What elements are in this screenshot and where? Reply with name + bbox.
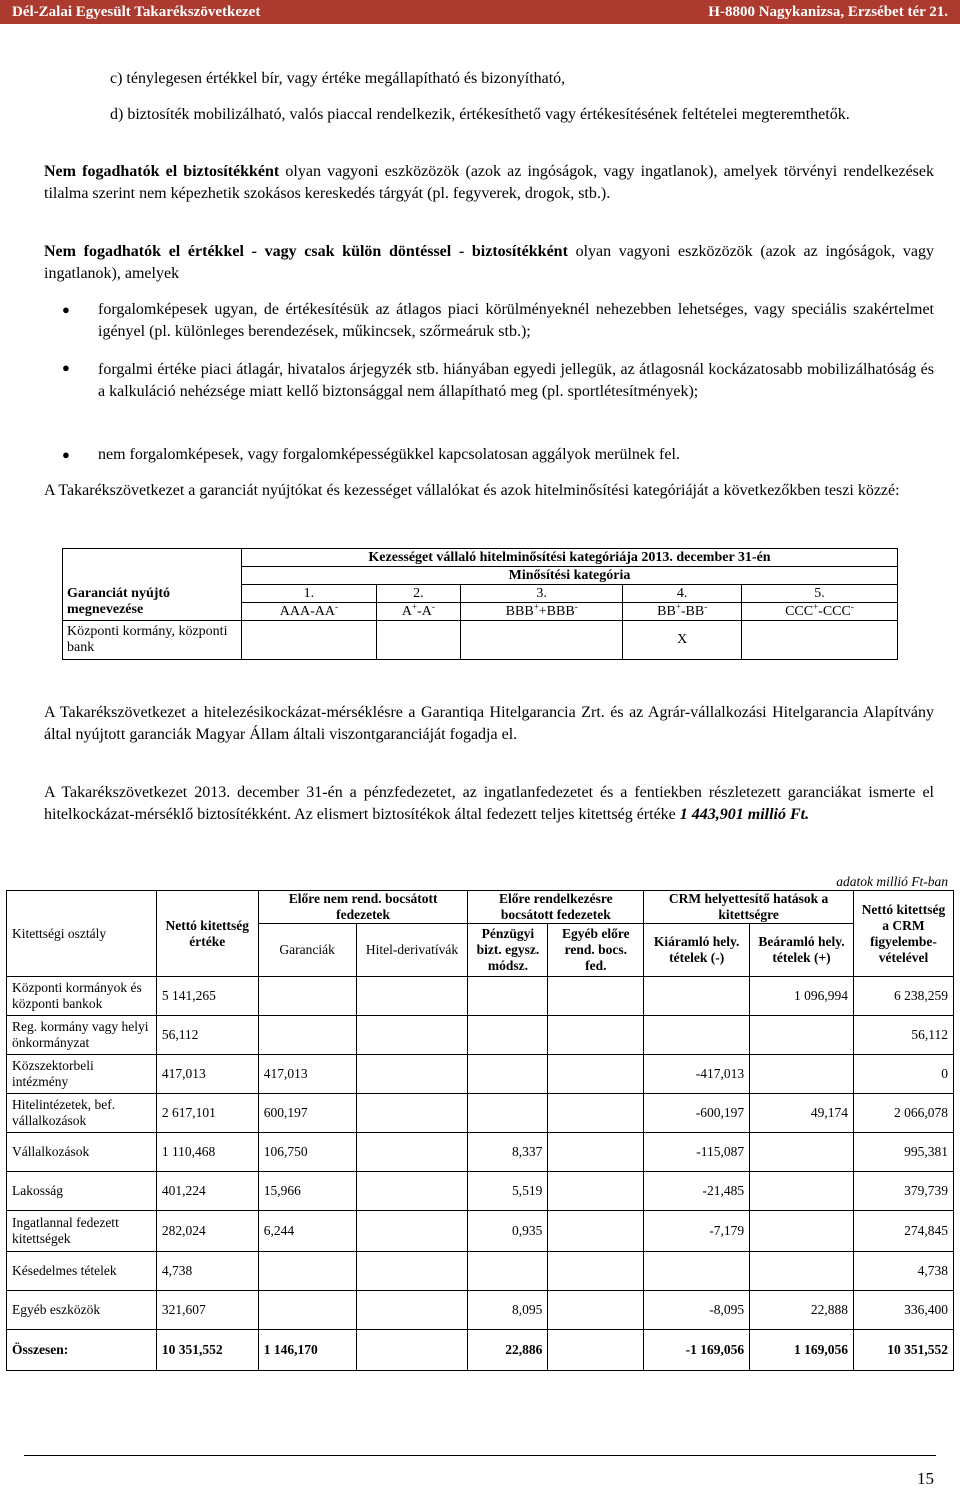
row-label: Lakosság [7, 1172, 157, 1211]
grade-cell [741, 600, 897, 621]
grade-sup: - [574, 600, 578, 611]
cell-out: -7,179 [644, 1211, 750, 1252]
list-item-c: c) ténylegesen értékkel bír, vagy értéke megállapítható és bizonyítható, [110, 70, 566, 87]
grade-sup: + [533, 600, 539, 611]
grade-cell [623, 600, 742, 621]
cell-fin [468, 1094, 548, 1133]
grade-text: CCC [785, 603, 814, 619]
grade-sup: + [675, 600, 681, 611]
cell-fin: 22,886 [468, 1330, 548, 1371]
header-financial: Pénzügyi bizt. egysz. módsz. [468, 924, 548, 977]
header-address: H-8800 Nagykanizsa, Erzsébet tér 21. [708, 3, 948, 20]
cell-in: 1 169,056 [750, 1330, 854, 1371]
page-header [0, 0, 960, 24]
grade-text: AAA-AA [279, 603, 335, 619]
cell-in [750, 1055, 854, 1094]
grade-sup: - [431, 600, 435, 611]
cell-out: -21,485 [644, 1172, 750, 1211]
rating-table-title: Kezességet vállaló hitelminősítési kategóriája 2013. december 31-én [242, 549, 898, 567]
cell-deriv [356, 1172, 468, 1211]
cell-netcrm: 274,845 [853, 1211, 953, 1252]
cell-fin [468, 1016, 548, 1055]
cell-net: 282,024 [156, 1211, 258, 1252]
cell-in [750, 1016, 854, 1055]
grade-sup: + [813, 600, 819, 611]
paragraph-bold: Nem fogadhatók el értékkel - vagy csak külön döntéssel - biztosítékként [44, 243, 568, 260]
cell-guar: 600,197 [258, 1094, 356, 1133]
cell-fin: 5,519 [468, 1172, 548, 1211]
cell-netcrm: 2 066,078 [853, 1094, 953, 1133]
rating-cell-empty [741, 621, 897, 660]
table-row [7, 977, 954, 1016]
cell-net: 401,224 [156, 1172, 258, 1211]
paragraph-guarantors: A Takarékszövetkezet a garanciát nyújtókat és kezességet vállalókat és azok hitelminősítési kategóriáját a következőkben teszi közzé: [44, 482, 900, 499]
header-class: Kitettségi osztály [7, 891, 157, 977]
cell-deriv [356, 1133, 468, 1172]
cell-out: -115,087 [644, 1133, 750, 1172]
rating-cell-empty [376, 621, 460, 660]
guarantor-row-label: Központi kormány, központi bank [63, 621, 242, 660]
cell-netcrm: 10 351,552 [853, 1330, 953, 1371]
page-number: 15 [917, 1469, 934, 1488]
table-row [7, 1252, 954, 1291]
header-funded: Előre rendelkezésre bocsátott fedezetek [468, 891, 644, 924]
cell-other [548, 1211, 644, 1252]
row-label: Közszektorbeli intézmény [7, 1055, 157, 1094]
cell-net: 321,607 [156, 1291, 258, 1330]
table-row [7, 1291, 954, 1330]
cell-other [548, 1291, 644, 1330]
grade-text: +BBB [538, 603, 575, 619]
cell-in: 22,888 [750, 1291, 854, 1330]
row-label: Összesen: [7, 1330, 157, 1371]
cell-out: -417,013 [644, 1055, 750, 1094]
grade-cell [242, 600, 377, 621]
grade-sup: - [850, 600, 854, 611]
cell-net: 4,738 [156, 1252, 258, 1291]
cell-in [750, 1211, 854, 1252]
category-cell: 3. [460, 585, 622, 603]
cell-deriv [356, 977, 468, 1016]
category-cell: 1. [242, 585, 377, 603]
cell-net: 417,013 [156, 1055, 258, 1094]
paragraph-text: olyan vagyoni eszközözök (azok az ingóságok, vagy ingatlanok), amelyek törvényi rendelkezések tilalma szerint nem képezhetik szokásos kereskedés tárgyát (pl. fegyverek, drogok, stb.). [44, 163, 934, 202]
cell-fin: 8,337 [468, 1133, 548, 1172]
cell-guar: 15,966 [258, 1172, 356, 1211]
grade-cell [376, 600, 460, 621]
row-label: Késedelmes tételek [7, 1252, 157, 1291]
row-label: Központi kormányok és központi bankok [7, 977, 157, 1016]
rating-cell-empty [242, 621, 377, 660]
row-label: Hitelintézetek, bef. vállalkozások [7, 1094, 157, 1133]
category-cell: 5. [741, 585, 897, 603]
cell-netcrm: 336,400 [853, 1291, 953, 1330]
table-row [7, 1172, 954, 1211]
cell-in [750, 1172, 854, 1211]
cell-other [548, 1094, 644, 1133]
cell-deriv [356, 1291, 468, 1330]
grade-text: -CCC [818, 603, 851, 619]
header-other: Egyéb előre rend. bocs. fed. [548, 924, 644, 977]
cell-net: 2 617,101 [156, 1094, 258, 1133]
cell-in: 1 096,994 [750, 977, 854, 1016]
paragraph-counter-guarantee: A Takarékszövetkezet a hitelezésikockázat-mérséklésre a Garantiqa Hitelgarancia Zrt. és az Agrár-vállalkozási Hitelgarancia Alapítvány által nyújtott garanciák Magyar Állam általi viszontgaranciáját fogadja el. [44, 704, 934, 743]
cell-other [548, 977, 644, 1016]
header-org: Dél-Zalai Egyesült Takarékszövetkezet [12, 3, 261, 20]
cell-guar [258, 1016, 356, 1055]
cell-other [548, 1252, 644, 1291]
guarantee-rating-table [62, 548, 898, 660]
cell-deriv [356, 1016, 468, 1055]
exposure-table [6, 890, 954, 1371]
grade-sup: - [704, 600, 708, 611]
category-cell: 2. [376, 585, 460, 603]
cell-out: -8,095 [644, 1291, 750, 1330]
bullet-item-1: forgalomképesek ugyan, de értékesítésük az átlagos piaci körülményeknél nehezebben lehetséges, vagy speciális szakértelmet igényel (pl. különleges berendezések, műkincsek, szőrmeáruk stb.); [98, 301, 934, 340]
total-row [7, 1330, 954, 1371]
guarantor-name-header: Garanciát nyújtó megnevezése [63, 549, 242, 621]
cell-guar: 1 146,170 [258, 1330, 356, 1371]
grade-text: -A [417, 603, 432, 619]
table-row [7, 1055, 954, 1094]
cell-deriv [356, 1055, 468, 1094]
paragraph-conditional [44, 241, 934, 285]
cell-netcrm: 0 [853, 1055, 953, 1094]
bullet-icon: ● [62, 447, 70, 462]
grade-text: BBB [505, 603, 534, 619]
cell-other [548, 1055, 644, 1094]
cell-in [750, 1133, 854, 1172]
bullet-item-2: forgalmi értéke piaci átlagár, hivatalos árjegyzék stb. hiányában egyedi jellegük, az átlagosnál kockázatosabb mobilizálhatóság és a kalkuláció nehézsége miatt kellő biztonsággal nem állapítható meg (pl. sportlétesítmények); [98, 361, 934, 400]
cell-out [644, 1252, 750, 1291]
cell-net: 10 351,552 [156, 1330, 258, 1371]
cell-out: -1 169,056 [644, 1330, 750, 1371]
category-cell: 4. [623, 585, 742, 603]
bullet-icon: ● [62, 302, 70, 317]
cell-fin: 0,935 [468, 1211, 548, 1252]
cell-fin [468, 1252, 548, 1291]
footer-divider [24, 1455, 936, 1456]
paragraph-not-accepted [44, 161, 934, 205]
grade-text: -BB [680, 603, 705, 619]
cell-net: 56,112 [156, 1016, 258, 1055]
table-row [7, 1094, 954, 1133]
cell-other [548, 1330, 644, 1371]
paragraph-text: A Takarékszövetkezet 2013. december 31-én a pénzfedezetet, az ingatlanfedezetet és a fentiekben részletezett garanciákat ismerte el hitelkockázat-mérséklő biztosítékként. Az elismert biztosítékok által fedezett teljes kitettség értéke [44, 784, 934, 823]
paragraph-text: olyan vagyoni eszközözök (azok az ingóságok, vagy ingatlanok), amelyek [44, 243, 934, 282]
bullet-icon: ● [62, 360, 70, 375]
cell-deriv [356, 1252, 468, 1291]
header-crm: CRM helyettesítő hatások a kitettségre [644, 891, 854, 924]
header-net: Nettó kitettség értéke [156, 891, 258, 977]
header-inflow: Beáramló hely. tételek (+) [750, 924, 854, 977]
row-label: Egyéb eszközök [7, 1291, 157, 1330]
cell-guar [258, 1252, 356, 1291]
paragraph-recognized-collateral [44, 782, 934, 826]
cell-netcrm: 995,381 [853, 1133, 953, 1172]
grade-text: BB [657, 603, 676, 619]
cell-out: -600,197 [644, 1094, 750, 1133]
cell-net: 1 110,468 [156, 1133, 258, 1172]
row-label: Vállalkozások [7, 1133, 157, 1172]
grade-cell [460, 600, 622, 621]
cell-out [644, 977, 750, 1016]
rating-mark: X [623, 621, 742, 660]
row-label: Reg. kormány vagy helyi önkormányzat [7, 1016, 157, 1055]
rating-cell-empty [460, 621, 622, 660]
cell-in: 49,174 [750, 1094, 854, 1133]
cell-guar: 417,013 [258, 1055, 356, 1094]
rating-table-subtitle: Minősítési kategória [242, 567, 898, 585]
cell-netcrm: 6 238,259 [853, 977, 953, 1016]
cell-out [644, 1016, 750, 1055]
header-net-crm: Nettó kitettség a CRM figyelembe-vételével [853, 891, 953, 977]
header-unfunded: Előre nem rend. bocsátott fedezetek [258, 891, 468, 924]
cell-netcrm: 379,739 [853, 1172, 953, 1211]
cell-fin [468, 977, 548, 1016]
bullet-item-3: nem forgalomképesek, vagy forgalomképességükkel kapcsolatosan aggályok merülnek fel. [98, 446, 680, 463]
table-row [7, 1133, 954, 1172]
paragraph-bold: Nem fogadhatók el biztosítékként [44, 163, 280, 180]
list-item-d: d) biztosíték mobilizálható, valós piaccal rendelkezik, értékesíthető vagy értékesítésének feltételei megteremthetők. [110, 106, 850, 123]
cell-deriv [356, 1094, 468, 1133]
header-derivatives: Hitel-derivatívák [356, 924, 468, 977]
grade-sup: - [335, 600, 338, 611]
cell-in [750, 1252, 854, 1291]
cell-guar [258, 1291, 356, 1330]
table-row [7, 1016, 954, 1055]
cell-netcrm: 4,738 [853, 1252, 953, 1291]
row-label: Ingatlannal fedezett kitettségek [7, 1211, 157, 1252]
cell-deriv [356, 1211, 468, 1252]
unit-note: adatok millió Ft-ban [836, 874, 948, 889]
cell-fin: 8,095 [468, 1291, 548, 1330]
cell-other [548, 1172, 644, 1211]
cell-net: 5 141,265 [156, 977, 258, 1016]
cell-other [548, 1016, 644, 1055]
cell-fin [468, 1055, 548, 1094]
grade-text: A [401, 603, 412, 619]
cell-guar: 6,244 [258, 1211, 356, 1252]
cell-netcrm: 56,112 [853, 1016, 953, 1055]
cell-other [548, 1133, 644, 1172]
header-outflow: Kiáramló hely. tételek (-) [644, 924, 750, 977]
total-exposure-value: 1 443,901 millió Ft. [679, 806, 810, 823]
cell-guar [258, 977, 356, 1016]
cell-guar: 106,750 [258, 1133, 356, 1172]
cell-deriv [356, 1330, 468, 1371]
table-row [7, 1211, 954, 1252]
header-guarantees: Garanciák [258, 924, 356, 977]
grade-sup: + [412, 600, 418, 611]
